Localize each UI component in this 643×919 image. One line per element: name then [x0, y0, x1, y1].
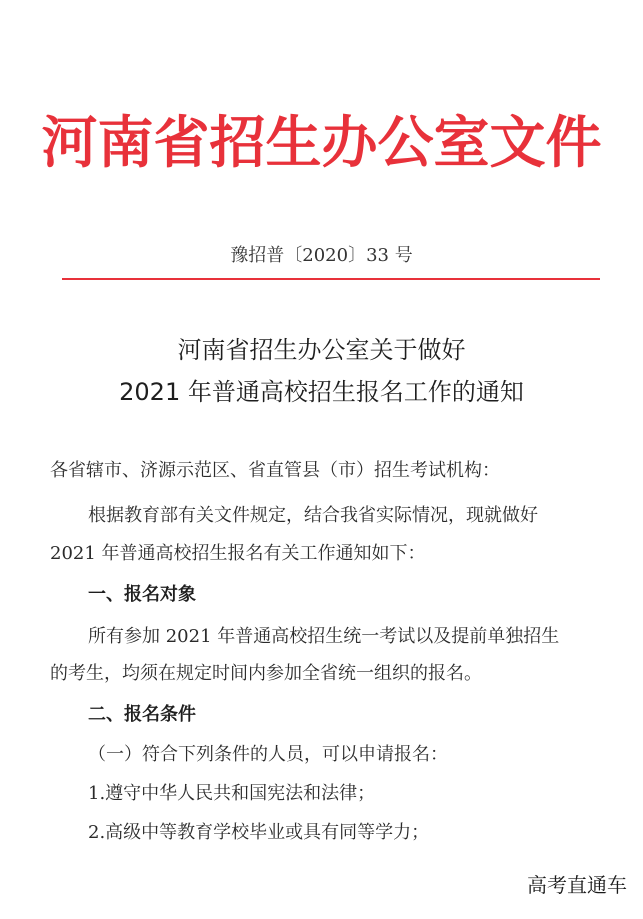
intro-paragraph-line-1: 根据教育部有关文件规定，结合我省实际情况，现就做好	[88, 505, 538, 526]
addressee-line: 各省辖市、济源示范区、省直管县（市）招生考试机构：	[50, 460, 500, 481]
red-divider-line	[62, 278, 600, 280]
source-watermark: 高考直通车	[527, 873, 627, 897]
document-number: 豫招普〔2020〕33 号	[230, 245, 413, 266]
notice-title-line-2: 2021 年普通高校招生报名工作的通知	[119, 378, 524, 406]
condition-item-2: 2.高级中等教育学校毕业或具有同等学力；	[88, 822, 430, 843]
section-1-heading: 一、报名对象	[88, 584, 196, 605]
section-1-paragraph-line-1: 所有参加 2021 年普通高校招生统一考试以及提前单独招生	[88, 626, 560, 647]
intro-paragraph-line-2: 2021 年普通高校招生报名有关工作通知如下：	[50, 543, 426, 564]
section-1-paragraph-line-2: 的考生，均须在规定时间内参加全省统一组织的报名。	[50, 663, 482, 684]
condition-item-1: 1.遵守中华人民共和国宪法和法律；	[88, 783, 376, 804]
notice-title-line-1: 河南省招生办公室关于做好	[177, 336, 466, 364]
section-2-heading: 二、报名条件	[88, 704, 196, 725]
sub-clause-1: （一）符合下列条件的人员，可以申请报名：	[88, 744, 448, 765]
document-masthead: 河南省招生办公室文件	[41, 110, 602, 176]
